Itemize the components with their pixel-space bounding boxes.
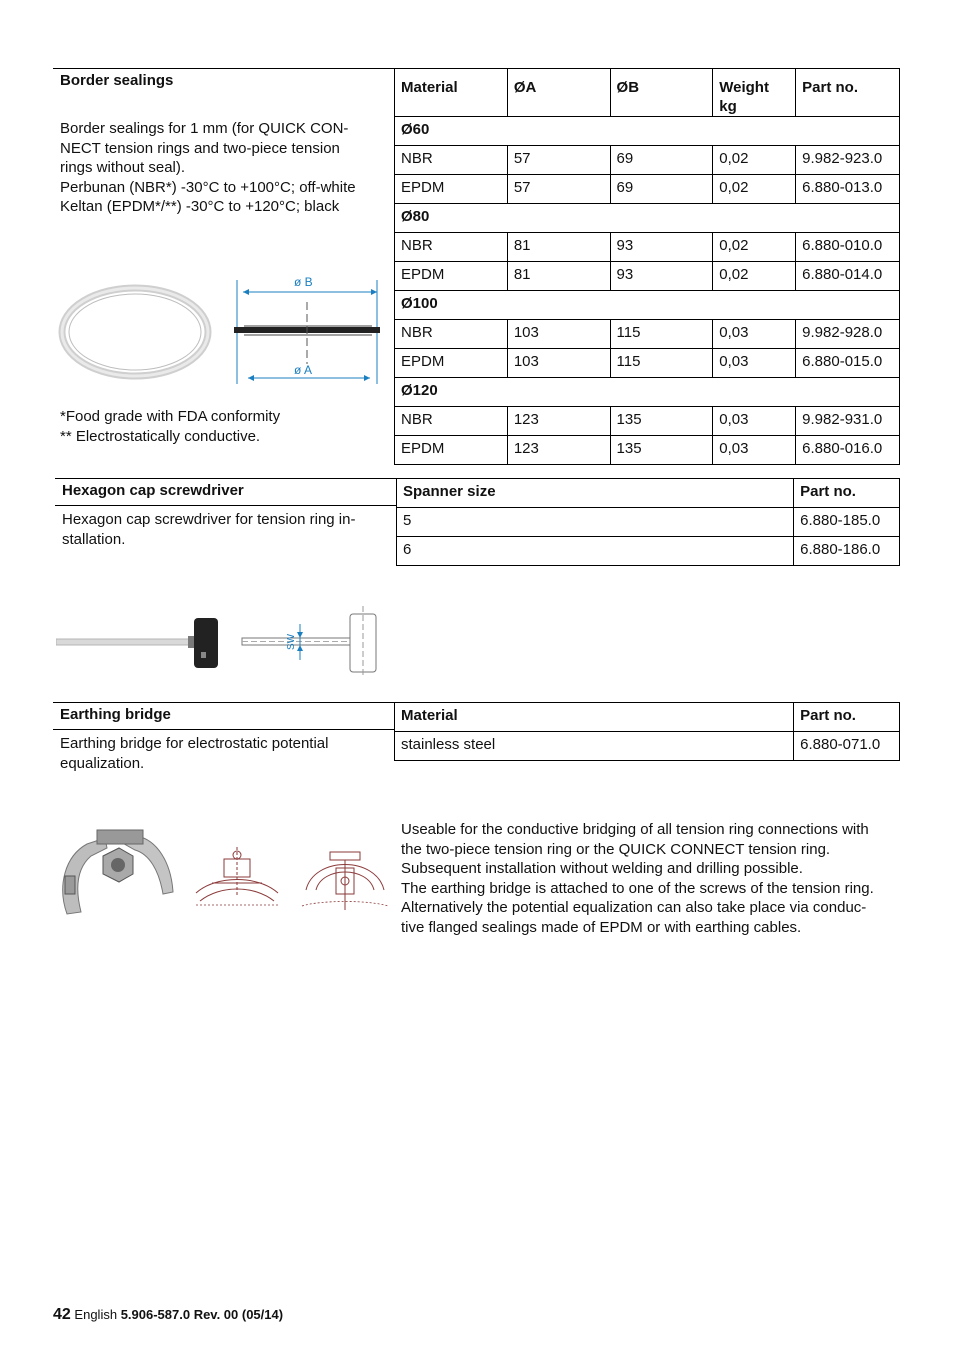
col-header-material: Material <box>395 703 794 732</box>
description-line: Hexagon cap screwdriver for tension ring in- <box>62 511 356 528</box>
cell: 123 <box>507 407 610 436</box>
border-sealings-title: Border sealings <box>60 72 174 89</box>
screwdriver-photo <box>56 614 222 672</box>
border-sealings-description <box>60 119 390 217</box>
description-line: stallation. <box>62 530 126 548</box>
cell: 9.982-923.0 <box>796 146 900 175</box>
earthing-usage-text <box>401 820 901 937</box>
hexagon-description <box>62 510 392 549</box>
cell: 6.880-071.0 <box>794 732 900 761</box>
cell: 6.880-014.0 <box>796 262 900 291</box>
description-line: rings without seal). <box>60 159 186 176</box>
description-line: Border sealings for 1 mm (for QUICK CON- <box>60 120 349 137</box>
earthing-bridge-photo <box>57 826 177 920</box>
hexagon-title: Hexagon cap screwdriver <box>62 482 244 499</box>
cell: 123 <box>507 436 610 465</box>
page-number: 42 <box>53 1306 71 1323</box>
earthing-drawing-front <box>300 846 390 916</box>
cell: 9.982-928.0 <box>796 320 900 349</box>
col-header-part-no: Part no. <box>796 69 900 117</box>
footer-language: English <box>74 1307 118 1322</box>
description-line: Earthing bridge for electrostatic potential <box>60 735 329 752</box>
diameter-b-label: ø B <box>294 275 313 289</box>
col-header-weight: Weight kg <box>713 69 796 117</box>
cell: 57 <box>507 146 610 175</box>
earthing-table <box>394 702 900 761</box>
cell: EPDM <box>395 349 508 378</box>
cell: EPDM <box>395 262 508 291</box>
screwdriver-drawing <box>240 604 386 680</box>
col-header-material: Material <box>395 69 508 117</box>
col-header-diameter-b: ØB <box>610 69 713 117</box>
cell: NBR <box>395 233 508 262</box>
table-row <box>397 537 900 566</box>
description-line: equalization. <box>60 754 145 772</box>
cell: 6.880-186.0 <box>794 537 900 566</box>
page-footer <box>53 1306 283 1324</box>
cell: 0,03 <box>713 349 796 378</box>
section-rule <box>53 702 395 703</box>
table-row <box>395 436 900 465</box>
cell: 0,02 <box>713 262 796 291</box>
group-row: Ø80 <box>395 204 900 233</box>
section-rule <box>53 68 395 69</box>
col-header-part-no: Part no. <box>794 479 900 508</box>
table-row <box>395 146 900 175</box>
table-header-row <box>395 69 900 117</box>
col-header-diameter-a: ØA <box>507 69 610 117</box>
footnotes <box>60 407 280 447</box>
footnote: *Food grade with FDA conformity <box>60 408 281 425</box>
earthing-drawing-side <box>192 845 282 915</box>
description-line: Perbunan (NBR*) -30°C to +100°C; off-white <box>60 178 356 196</box>
usage-line: Alternatively the potential equalization can also take place via conduc- <box>401 899 867 916</box>
cell: 6 <box>397 537 794 566</box>
table-row <box>395 175 900 204</box>
table-row <box>395 407 900 436</box>
section-rule <box>53 729 395 730</box>
cell: 57 <box>507 175 610 204</box>
cell: 6.880-016.0 <box>796 436 900 465</box>
cell: NBR <box>395 320 508 349</box>
section-rule <box>55 505 397 506</box>
cell: 5 <box>397 508 794 537</box>
table-row <box>397 508 900 537</box>
cell: stainless steel <box>395 732 794 761</box>
cell: 93 <box>610 262 713 291</box>
cell: 115 <box>610 349 713 378</box>
cell: 6.880-013.0 <box>796 175 900 204</box>
cell: 135 <box>610 407 713 436</box>
cell: 69 <box>610 175 713 204</box>
cell: 69 <box>610 146 713 175</box>
cell: 115 <box>610 320 713 349</box>
table-header-row <box>397 479 900 508</box>
section-rule <box>55 478 397 479</box>
cell: 0,02 <box>713 175 796 204</box>
cell: 9.982-931.0 <box>796 407 900 436</box>
description-line: Keltan (EPDM*/**) -30°C to +120°C; black <box>60 198 340 215</box>
cell: 81 <box>507 233 610 262</box>
table-row <box>395 349 900 378</box>
description-line: NECT tension rings and two-piece tension <box>60 139 340 157</box>
table-row <box>395 233 900 262</box>
seal-ring-photo <box>58 282 212 382</box>
hexagon-table <box>396 478 900 566</box>
table-row <box>395 732 900 761</box>
cell: NBR <box>395 407 508 436</box>
cell: EPDM <box>395 175 508 204</box>
earthing-title: Earthing bridge <box>60 706 171 723</box>
diameter-a-label: ø A <box>294 363 313 377</box>
cell: 0,03 <box>713 436 796 465</box>
border-sealings-table <box>394 68 900 465</box>
table-row <box>395 262 900 291</box>
cell: 0,02 <box>713 233 796 262</box>
cell: 0,03 <box>713 407 796 436</box>
cell: 93 <box>610 233 713 262</box>
usage-line: tive flanged sealings made of EPDM or with earthing cables. <box>401 918 802 936</box>
group-row: Ø60 <box>395 117 900 146</box>
group-row: Ø120 <box>395 378 900 407</box>
table-header-row <box>395 703 900 732</box>
cell: 103 <box>507 320 610 349</box>
cell: 103 <box>507 349 610 378</box>
cell: NBR <box>395 146 508 175</box>
cell: 0,02 <box>713 146 796 175</box>
cell: 6.880-010.0 <box>796 233 900 262</box>
cell: 81 <box>507 262 610 291</box>
spanner-size-label: SW <box>286 633 297 650</box>
col-header-spanner-size: Spanner size <box>397 479 794 508</box>
group-row: Ø100 <box>395 291 900 320</box>
cell: 0,03 <box>713 320 796 349</box>
footer-document-id: 5.906-587.0 Rev. 00 (05/14) <box>120 1307 284 1322</box>
footnote: ** Electrostatically conductive. <box>60 428 261 445</box>
cell: 135 <box>610 436 713 465</box>
usage-line: The earthing bridge is attached to one of the screws of the tension ring. <box>401 879 874 897</box>
usage-line: Subsequent installation without welding and drilling possible. <box>401 860 803 877</box>
earthing-description <box>60 734 390 773</box>
table-row <box>395 320 900 349</box>
cell: 6.880-015.0 <box>796 349 900 378</box>
usage-line: the two-piece tension ring or the QUICK CONNECT tension ring. <box>401 840 831 858</box>
col-header-part-no: Part no. <box>794 703 900 732</box>
usage-line: Useable for the conductive bridging of all tension ring connections with <box>401 821 869 838</box>
cell: 6.880-185.0 <box>794 508 900 537</box>
cell: EPDM <box>395 436 508 465</box>
